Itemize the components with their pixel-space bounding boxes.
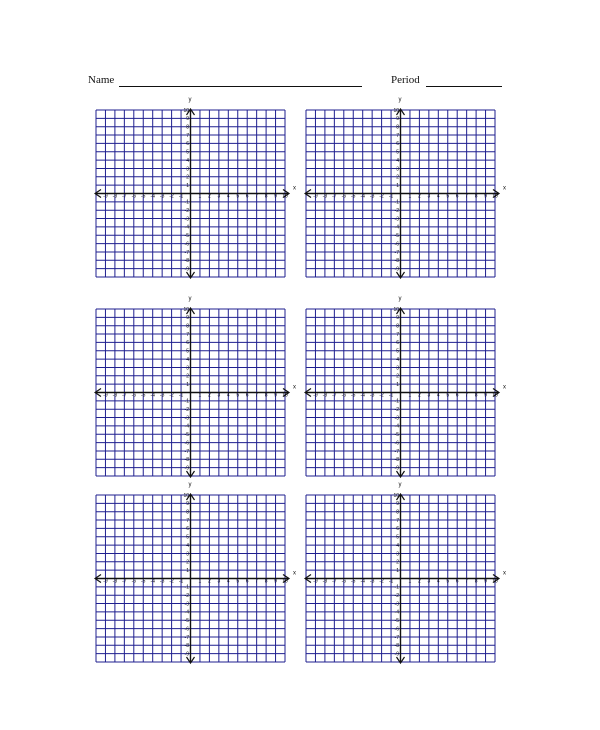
y-tick-label: -9: [184, 465, 189, 472]
y-tick-label: 2: [396, 373, 399, 380]
x-tick-label: -9: [103, 578, 108, 585]
x-tick-label: -8: [322, 193, 328, 200]
y-tick-label: -7: [394, 448, 399, 455]
y-tick-label: -2: [394, 208, 399, 214]
x-tick-label: -8: [322, 578, 328, 585]
y-tick-label: -3: [184, 216, 189, 223]
x-tick-label: -3: [159, 193, 165, 200]
y-tick-label: 5: [396, 149, 399, 156]
x-tick-label: -3: [159, 578, 165, 585]
x-tick-label: -4: [360, 392, 365, 399]
y-tick-label: -9: [394, 651, 399, 658]
y-axis-label: y: [398, 482, 402, 488]
x-tick-label: 4: [436, 193, 440, 200]
grid-svg: [94, 307, 304, 482]
y-tick-label: -7: [184, 448, 189, 455]
y-tick-label: -6: [394, 440, 399, 447]
y-tick-label: 9: [186, 501, 189, 508]
x-tick-label: -2: [379, 193, 384, 200]
x-tick-label: 8: [474, 392, 478, 399]
x-tick-label: 2: [418, 578, 421, 585]
y-tick-label: 1: [396, 381, 399, 388]
y-tick-label: -1: [394, 584, 399, 591]
x-tick-label: 5: [236, 392, 240, 399]
x-tick-label: 1: [198, 578, 202, 585]
coordinate-grid-2: [304, 97, 514, 288]
x-tick-label: -5: [141, 578, 146, 585]
x-tick-label: 8: [264, 392, 268, 399]
y-tick-label: -4: [394, 609, 399, 616]
y-tick-label: 3: [396, 551, 399, 558]
x-tick-label: -5: [351, 392, 356, 399]
coordinate-grid-3: [94, 296, 304, 487]
y-tick-label: 1: [186, 381, 189, 388]
x-tick-label: -3: [369, 392, 375, 399]
y-tick-label: -5: [184, 618, 189, 625]
y-tick-label: -6: [394, 241, 399, 248]
y-tick-label: -5: [184, 432, 189, 439]
y-tick-label: 10: [393, 108, 399, 114]
y-tick-label: 4: [396, 542, 399, 549]
y-tick-label: 9: [396, 501, 399, 508]
y-tick-label: -1: [184, 584, 189, 591]
x-tick-label: -7: [332, 578, 337, 585]
y-tick-label: 4: [396, 356, 399, 363]
y-tick-label: 7: [186, 331, 189, 338]
x-tick-label: -5: [141, 193, 146, 200]
y-tick-label: 8: [186, 124, 189, 131]
x-tick-label: 6: [245, 193, 249, 200]
y-tick-label: -4: [394, 423, 399, 430]
x-tick-label: -1: [388, 193, 394, 200]
x-tick-label: 9: [484, 193, 487, 200]
x-tick-label: -5: [351, 193, 356, 200]
period-label: Period: [391, 74, 420, 86]
y-tick-label: 6: [396, 141, 399, 148]
y-tick-label: 10: [183, 493, 189, 499]
x-tick-label: -9: [103, 392, 108, 399]
x-tick-label: -7: [122, 392, 127, 399]
y-tick-label: 3: [186, 551, 189, 558]
x-tick-label: -6: [341, 578, 347, 585]
x-tick-label: -2: [379, 578, 384, 585]
x-tick-label: 8: [264, 578, 268, 585]
x-tick-label: -6: [341, 392, 347, 399]
y-tick-label: -9: [394, 465, 399, 472]
x-tick-label: 3: [427, 193, 431, 200]
x-tick-label: -1: [178, 578, 184, 585]
x-tick-label: 9: [274, 193, 277, 200]
y-tick-label: 9: [396, 116, 399, 123]
x-tick-label: 9: [484, 392, 487, 399]
y-tick-label: -8: [394, 457, 399, 464]
x-tick-label: -6: [131, 193, 137, 200]
y-tick-label: -8: [184, 643, 189, 650]
y-tick-label: 5: [396, 348, 399, 355]
x-tick-label: -5: [141, 392, 146, 399]
x-tick-label: 2: [418, 392, 421, 399]
y-tick-label: -3: [394, 415, 399, 422]
x-tick-label: -4: [360, 578, 365, 585]
y-tick-label: 10: [183, 307, 189, 313]
x-tick-label: -6: [131, 392, 137, 399]
y-tick-label: 6: [396, 340, 399, 347]
y-tick-label: -8: [394, 258, 399, 265]
y-tick-label: 1: [396, 182, 399, 189]
x-tick-label: 2: [418, 193, 421, 200]
y-tick-label: 3: [396, 166, 399, 173]
y-tick-label: 5: [396, 534, 399, 541]
x-tick-label: 10: [282, 193, 288, 200]
x-tick-label: -9: [313, 193, 318, 200]
x-tick-label: 8: [264, 193, 268, 200]
y-tick-label: -4: [184, 609, 189, 616]
y-tick-label: 7: [396, 517, 399, 524]
x-tick-label: -6: [131, 578, 137, 585]
x-tick-label: 3: [217, 193, 221, 200]
y-tick-label: 2: [186, 373, 189, 380]
y-tick-label: -8: [184, 457, 189, 464]
x-tick-label: -1: [178, 193, 184, 200]
y-tick-label: -4: [184, 423, 189, 430]
grid-svg: [304, 108, 514, 283]
y-tick-label: -6: [184, 241, 189, 248]
y-tick-label: 4: [186, 157, 189, 164]
y-tick-label: -1: [184, 398, 189, 405]
coordinate-grid-5: [94, 482, 304, 673]
grid-svg: [304, 493, 514, 668]
y-tick-label: -9: [184, 651, 189, 658]
y-axis-label: y: [188, 296, 192, 302]
x-tick-label: 6: [455, 392, 459, 399]
y-tick-label: -1: [394, 398, 399, 405]
y-tick-label: 6: [396, 526, 399, 533]
x-tick-label: 5: [236, 578, 240, 585]
x-axis-label: x: [293, 185, 296, 192]
x-tick-label: -2: [169, 392, 174, 399]
x-tick-label: -7: [122, 193, 127, 200]
y-tick-label: 4: [396, 157, 399, 164]
y-tick-label: 6: [186, 526, 189, 533]
y-tick-label: 8: [186, 323, 189, 330]
x-tick-label: 1: [408, 193, 412, 200]
y-tick-label: -2: [184, 593, 189, 599]
y-tick-label: 3: [396, 365, 399, 372]
x-tick-label: 1: [198, 392, 202, 399]
y-tick-label: 6: [186, 141, 189, 148]
y-tick-label: 1: [186, 567, 189, 574]
coordinate-grid-1: [94, 97, 304, 288]
x-tick-label: 3: [427, 578, 431, 585]
period-blank-line[interactable]: [426, 86, 502, 87]
y-tick-label: 10: [183, 108, 189, 114]
x-tick-label: -4: [360, 193, 365, 200]
x-tick-label: 4: [436, 578, 440, 585]
y-tick-label: -9: [394, 266, 399, 273]
x-tick-label: -8: [112, 193, 118, 200]
x-tick-label: -4: [150, 392, 155, 399]
x-tick-label: -3: [159, 392, 165, 399]
y-tick-label: 5: [186, 534, 189, 541]
x-tick-label: 7: [255, 578, 259, 585]
x-axis-label: x: [503, 384, 506, 391]
x-tick-label: 4: [226, 392, 230, 399]
y-tick-label: 7: [396, 132, 399, 139]
x-tick-label: -3: [369, 193, 375, 200]
x-tick-label: 1: [198, 193, 202, 200]
x-tick-label: 4: [436, 392, 440, 399]
x-tick-label: 9: [274, 392, 277, 399]
x-tick-label: 7: [465, 193, 469, 200]
y-tick-label: 2: [186, 559, 189, 566]
x-tick-label: 7: [255, 193, 259, 200]
y-tick-label: 7: [186, 132, 189, 139]
x-tick-label: 7: [465, 578, 469, 585]
x-tick-label: -1: [388, 578, 394, 585]
x-axis-label: x: [503, 570, 506, 577]
x-tick-label: -9: [103, 193, 108, 200]
grid-svg: [94, 493, 304, 668]
x-tick-label: -7: [122, 578, 127, 585]
y-tick-label: -6: [184, 626, 189, 633]
x-tick-label: -4: [150, 578, 155, 585]
x-axis-label: x: [293, 384, 296, 391]
name-blank-line[interactable]: [119, 86, 362, 87]
y-tick-label: 9: [186, 116, 189, 123]
y-tick-label: -3: [184, 415, 189, 422]
x-tick-label: 2: [208, 578, 211, 585]
x-tick-label: 9: [274, 578, 277, 585]
x-tick-label: 4: [226, 578, 230, 585]
x-tick-label: -8: [112, 578, 118, 585]
y-tick-label: 8: [396, 124, 399, 131]
x-axis-label: x: [293, 570, 296, 577]
x-tick-label: 3: [217, 578, 221, 585]
x-tick-label: 10: [492, 578, 498, 585]
y-tick-label: 10: [393, 307, 399, 313]
x-tick-label: 6: [455, 578, 459, 585]
y-tick-label: 5: [186, 348, 189, 355]
y-tick-label: 4: [186, 542, 189, 549]
x-tick-label: 1: [408, 392, 412, 399]
y-tick-label: 9: [396, 315, 399, 322]
x-tick-label: 7: [465, 392, 469, 399]
y-tick-label: 4: [186, 356, 189, 363]
x-tick-label: -9: [313, 392, 318, 399]
x-tick-label: 5: [446, 392, 450, 399]
y-tick-label: -2: [394, 593, 399, 599]
y-tick-label: -7: [394, 249, 399, 256]
x-tick-label: 4: [226, 193, 230, 200]
grid-svg: [94, 108, 304, 283]
x-tick-label: -8: [112, 392, 118, 399]
x-tick-label: 8: [474, 193, 478, 200]
x-axis-label: x: [503, 185, 506, 192]
x-tick-label: -3: [369, 578, 375, 585]
y-tick-label: -5: [394, 618, 399, 625]
x-tick-label: -2: [379, 392, 384, 399]
y-tick-label: -6: [394, 626, 399, 633]
coordinate-grid-6: [304, 482, 514, 673]
y-tick-label: 8: [186, 509, 189, 516]
y-tick-label: 9: [186, 315, 189, 322]
y-tick-label: 7: [396, 331, 399, 338]
x-tick-label: -8: [322, 392, 328, 399]
y-tick-label: -1: [394, 199, 399, 206]
y-tick-label: 2: [186, 174, 189, 181]
x-tick-label: -9: [313, 578, 318, 585]
y-tick-label: -2: [394, 407, 399, 413]
x-tick-label: 2: [208, 392, 211, 399]
y-tick-label: 6: [186, 340, 189, 347]
y-tick-label: -4: [394, 224, 399, 231]
x-tick-label: 7: [255, 392, 259, 399]
x-tick-label: -7: [332, 392, 337, 399]
y-tick-label: -5: [184, 233, 189, 240]
x-tick-label: -2: [169, 578, 174, 585]
y-tick-label: -5: [394, 233, 399, 240]
y-tick-label: -7: [184, 634, 189, 641]
x-tick-label: 10: [492, 392, 498, 399]
x-tick-label: 3: [427, 392, 431, 399]
y-tick-label: 8: [396, 323, 399, 330]
x-tick-label: -1: [178, 392, 184, 399]
x-tick-label: 6: [455, 193, 459, 200]
y-tick-label: 1: [186, 182, 189, 189]
x-tick-label: 1: [408, 578, 412, 585]
coordinate-grid-4: [304, 296, 514, 487]
y-axis-label: y: [398, 97, 402, 103]
y-tick-label: 1: [396, 567, 399, 574]
y-tick-label: -8: [394, 643, 399, 650]
x-tick-label: 5: [446, 578, 450, 585]
worksheet-header: [0, 74, 600, 94]
x-tick-label: 5: [446, 193, 450, 200]
y-tick-label: 2: [396, 559, 399, 566]
y-axis-label: y: [398, 296, 402, 302]
y-tick-label: 2: [396, 174, 399, 181]
y-tick-label: -1: [184, 199, 189, 206]
x-tick-label: 6: [245, 578, 249, 585]
name-label: Name: [88, 74, 115, 86]
x-tick-label: -1: [388, 392, 394, 399]
y-tick-label: -7: [184, 249, 189, 256]
y-tick-label: 3: [186, 166, 189, 173]
y-tick-label: 3: [186, 365, 189, 372]
x-tick-label: 10: [282, 392, 288, 399]
x-tick-label: 2: [208, 193, 211, 200]
y-tick-label: -9: [184, 266, 189, 273]
y-tick-label: 10: [393, 493, 399, 499]
y-tick-label: -3: [394, 601, 399, 608]
y-tick-label: 7: [186, 517, 189, 524]
y-tick-label: -5: [394, 432, 399, 439]
y-axis-label: y: [188, 97, 192, 103]
y-tick-label: -6: [184, 440, 189, 447]
x-tick-label: -6: [341, 193, 347, 200]
y-tick-label: -2: [184, 407, 189, 413]
y-tick-label: -8: [184, 258, 189, 265]
x-tick-label: -2: [169, 193, 174, 200]
y-tick-label: 5: [186, 149, 189, 156]
y-tick-label: -2: [184, 208, 189, 214]
x-tick-label: 10: [282, 578, 288, 585]
x-tick-label: -4: [150, 193, 155, 200]
x-tick-label: 3: [217, 392, 221, 399]
y-axis-label: y: [188, 482, 192, 488]
y-tick-label: -3: [394, 216, 399, 223]
x-tick-label: 8: [474, 578, 478, 585]
x-tick-label: 10: [492, 193, 498, 200]
y-tick-label: -3: [184, 601, 189, 608]
x-tick-label: 5: [236, 193, 240, 200]
y-tick-label: -7: [394, 634, 399, 641]
grid-svg: [304, 307, 514, 482]
x-tick-label: -7: [332, 193, 337, 200]
y-tick-label: -4: [184, 224, 189, 231]
x-tick-label: 6: [245, 392, 249, 399]
x-tick-label: 9: [484, 578, 487, 585]
y-tick-label: 8: [396, 509, 399, 516]
x-tick-label: -5: [351, 578, 356, 585]
